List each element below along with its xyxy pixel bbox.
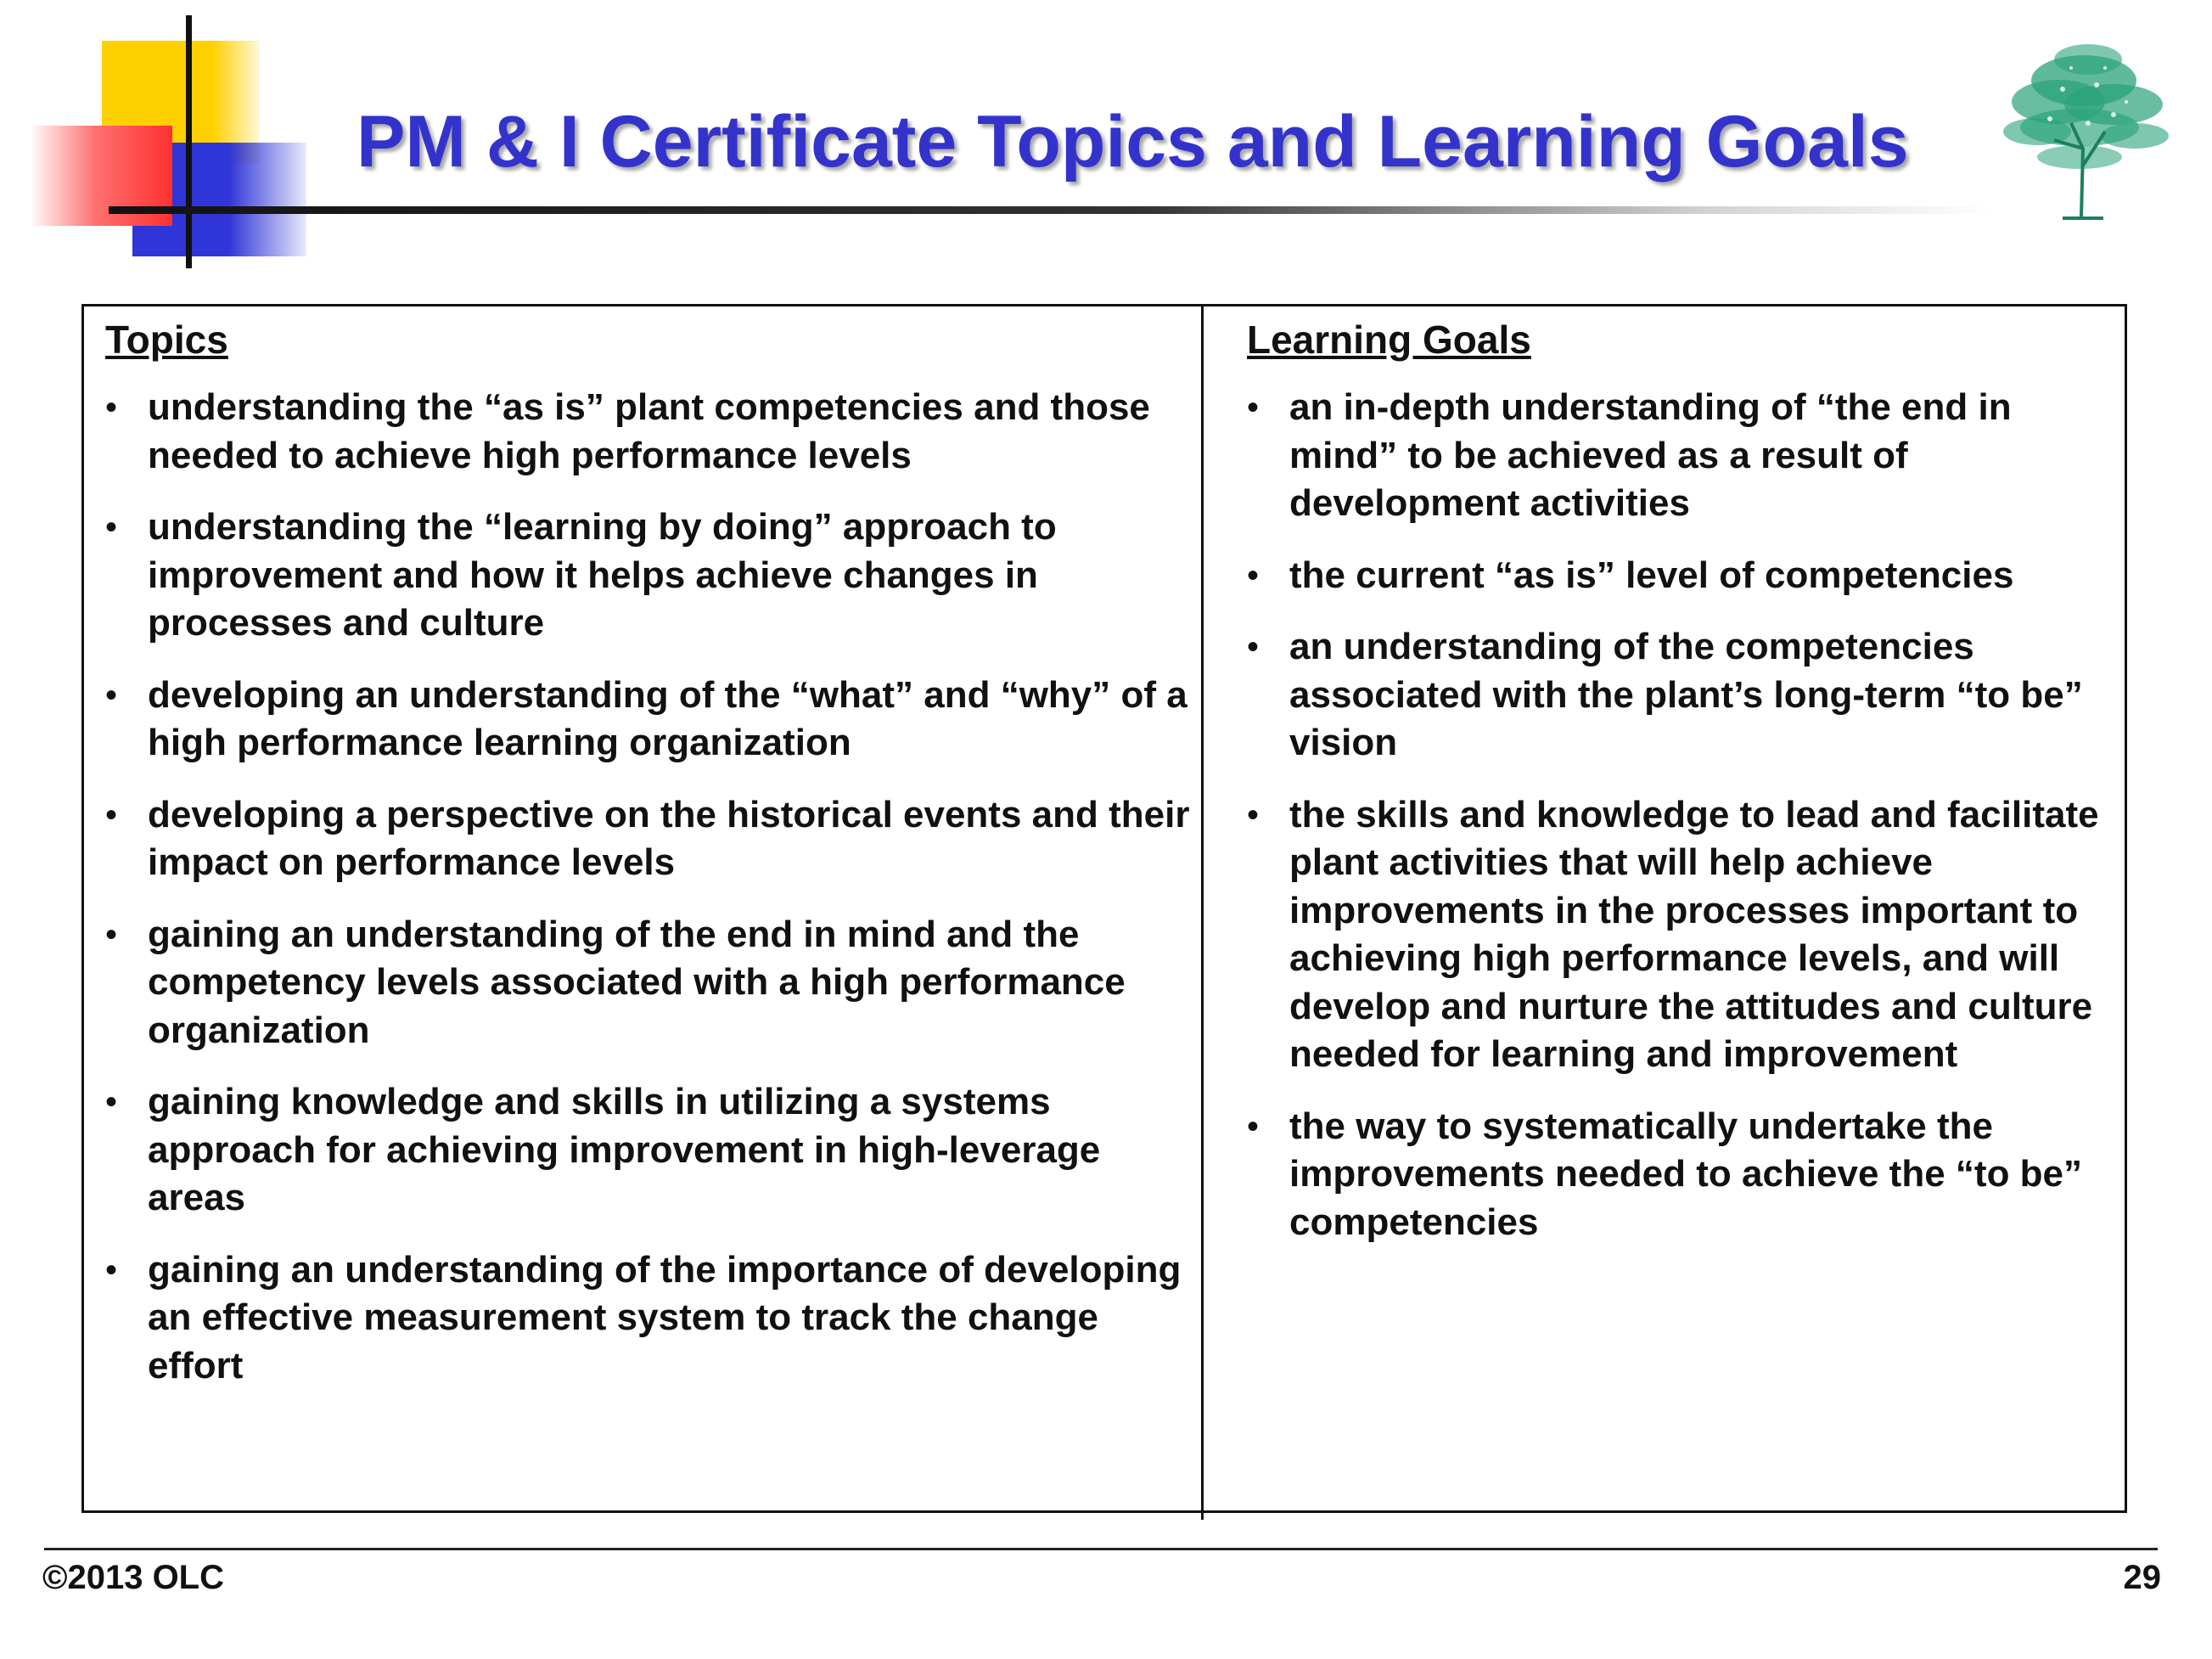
bullet-icon: • (105, 676, 118, 714)
list-item: • gaining an understanding of the end in mind and the competency levels associated with a high performance organization (105, 911, 1192, 1055)
copyright-text: ©2013 OLC (42, 1559, 225, 1596)
topics-heading: Topics (105, 318, 228, 362)
list-item: • an in-depth understanding of “the end in mind” to be achieved as a result of development activities (1247, 384, 2104, 528)
bullet-icon: • (105, 509, 118, 546)
vertical-rule (186, 15, 192, 268)
list-item: • the way to systematically undertake the improvements needed to achieve the “to be” competencies (1247, 1103, 2104, 1247)
bullet-icon: • (105, 1251, 118, 1289)
bullet-icon: • (105, 796, 118, 834)
slide-title: PM & I Certificate Topics and Learning Goals (357, 101, 1909, 183)
learning-goals-list (1247, 384, 2104, 1246)
list-item: • gaining an understanding of the importance of developing an effective measurement system to track the change effort (105, 1246, 1192, 1391)
decorative-blocks (0, 0, 357, 280)
list-item: • gaining knowledge and skills in utilizing a systems approach for achieving improvement in high-leverage areas (105, 1078, 1192, 1223)
list-item: • the current “as is” level of competencies (1247, 552, 2104, 600)
learning-goals-heading: Learning Goals (1247, 318, 1531, 362)
learning-goals-column (1247, 316, 2104, 1270)
footer-rule (44, 1548, 2158, 1550)
bullet-icon: • (1247, 389, 1260, 426)
bullet-icon: • (1247, 628, 1260, 666)
page-number: 29 (2123, 1559, 2161, 1596)
list-item: • understanding the “learning by doing” approach to improvement and how it helps achieve changes in processes and culture (105, 503, 1192, 648)
tree-logo-icon (1978, 21, 2190, 225)
bullet-icon: • (105, 1083, 118, 1121)
topics-column (105, 316, 1192, 1414)
topics-list (105, 384, 1192, 1390)
list-item: • understanding the “as is” plant competencies and those needed to achieve high performance levels (105, 384, 1192, 480)
column-divider (1201, 304, 1204, 1520)
bullet-icon: • (105, 389, 118, 426)
bullet-icon: • (1247, 556, 1260, 594)
bullet-icon: • (1247, 1107, 1260, 1145)
title-underline (109, 206, 1993, 214)
list-item: • an understanding of the competencies associated with the plant’s long-term “to be” vision (1247, 623, 2104, 768)
bullet-icon: • (105, 915, 118, 953)
list-item: • developing an understanding of the “what” and “why” of a high performance learning organization (105, 672, 1192, 768)
bullet-icon: • (1247, 796, 1260, 834)
list-item: • developing a perspective on the historical events and their impact on performance levels (105, 791, 1192, 887)
list-item: • the skills and knowledge to lead and facilitate plant activities that will help achieve improvements in the processes important to achieving high performance levels, and will develop and nurture the attitudes and culture needed for learning and improvement (1247, 791, 2104, 1079)
